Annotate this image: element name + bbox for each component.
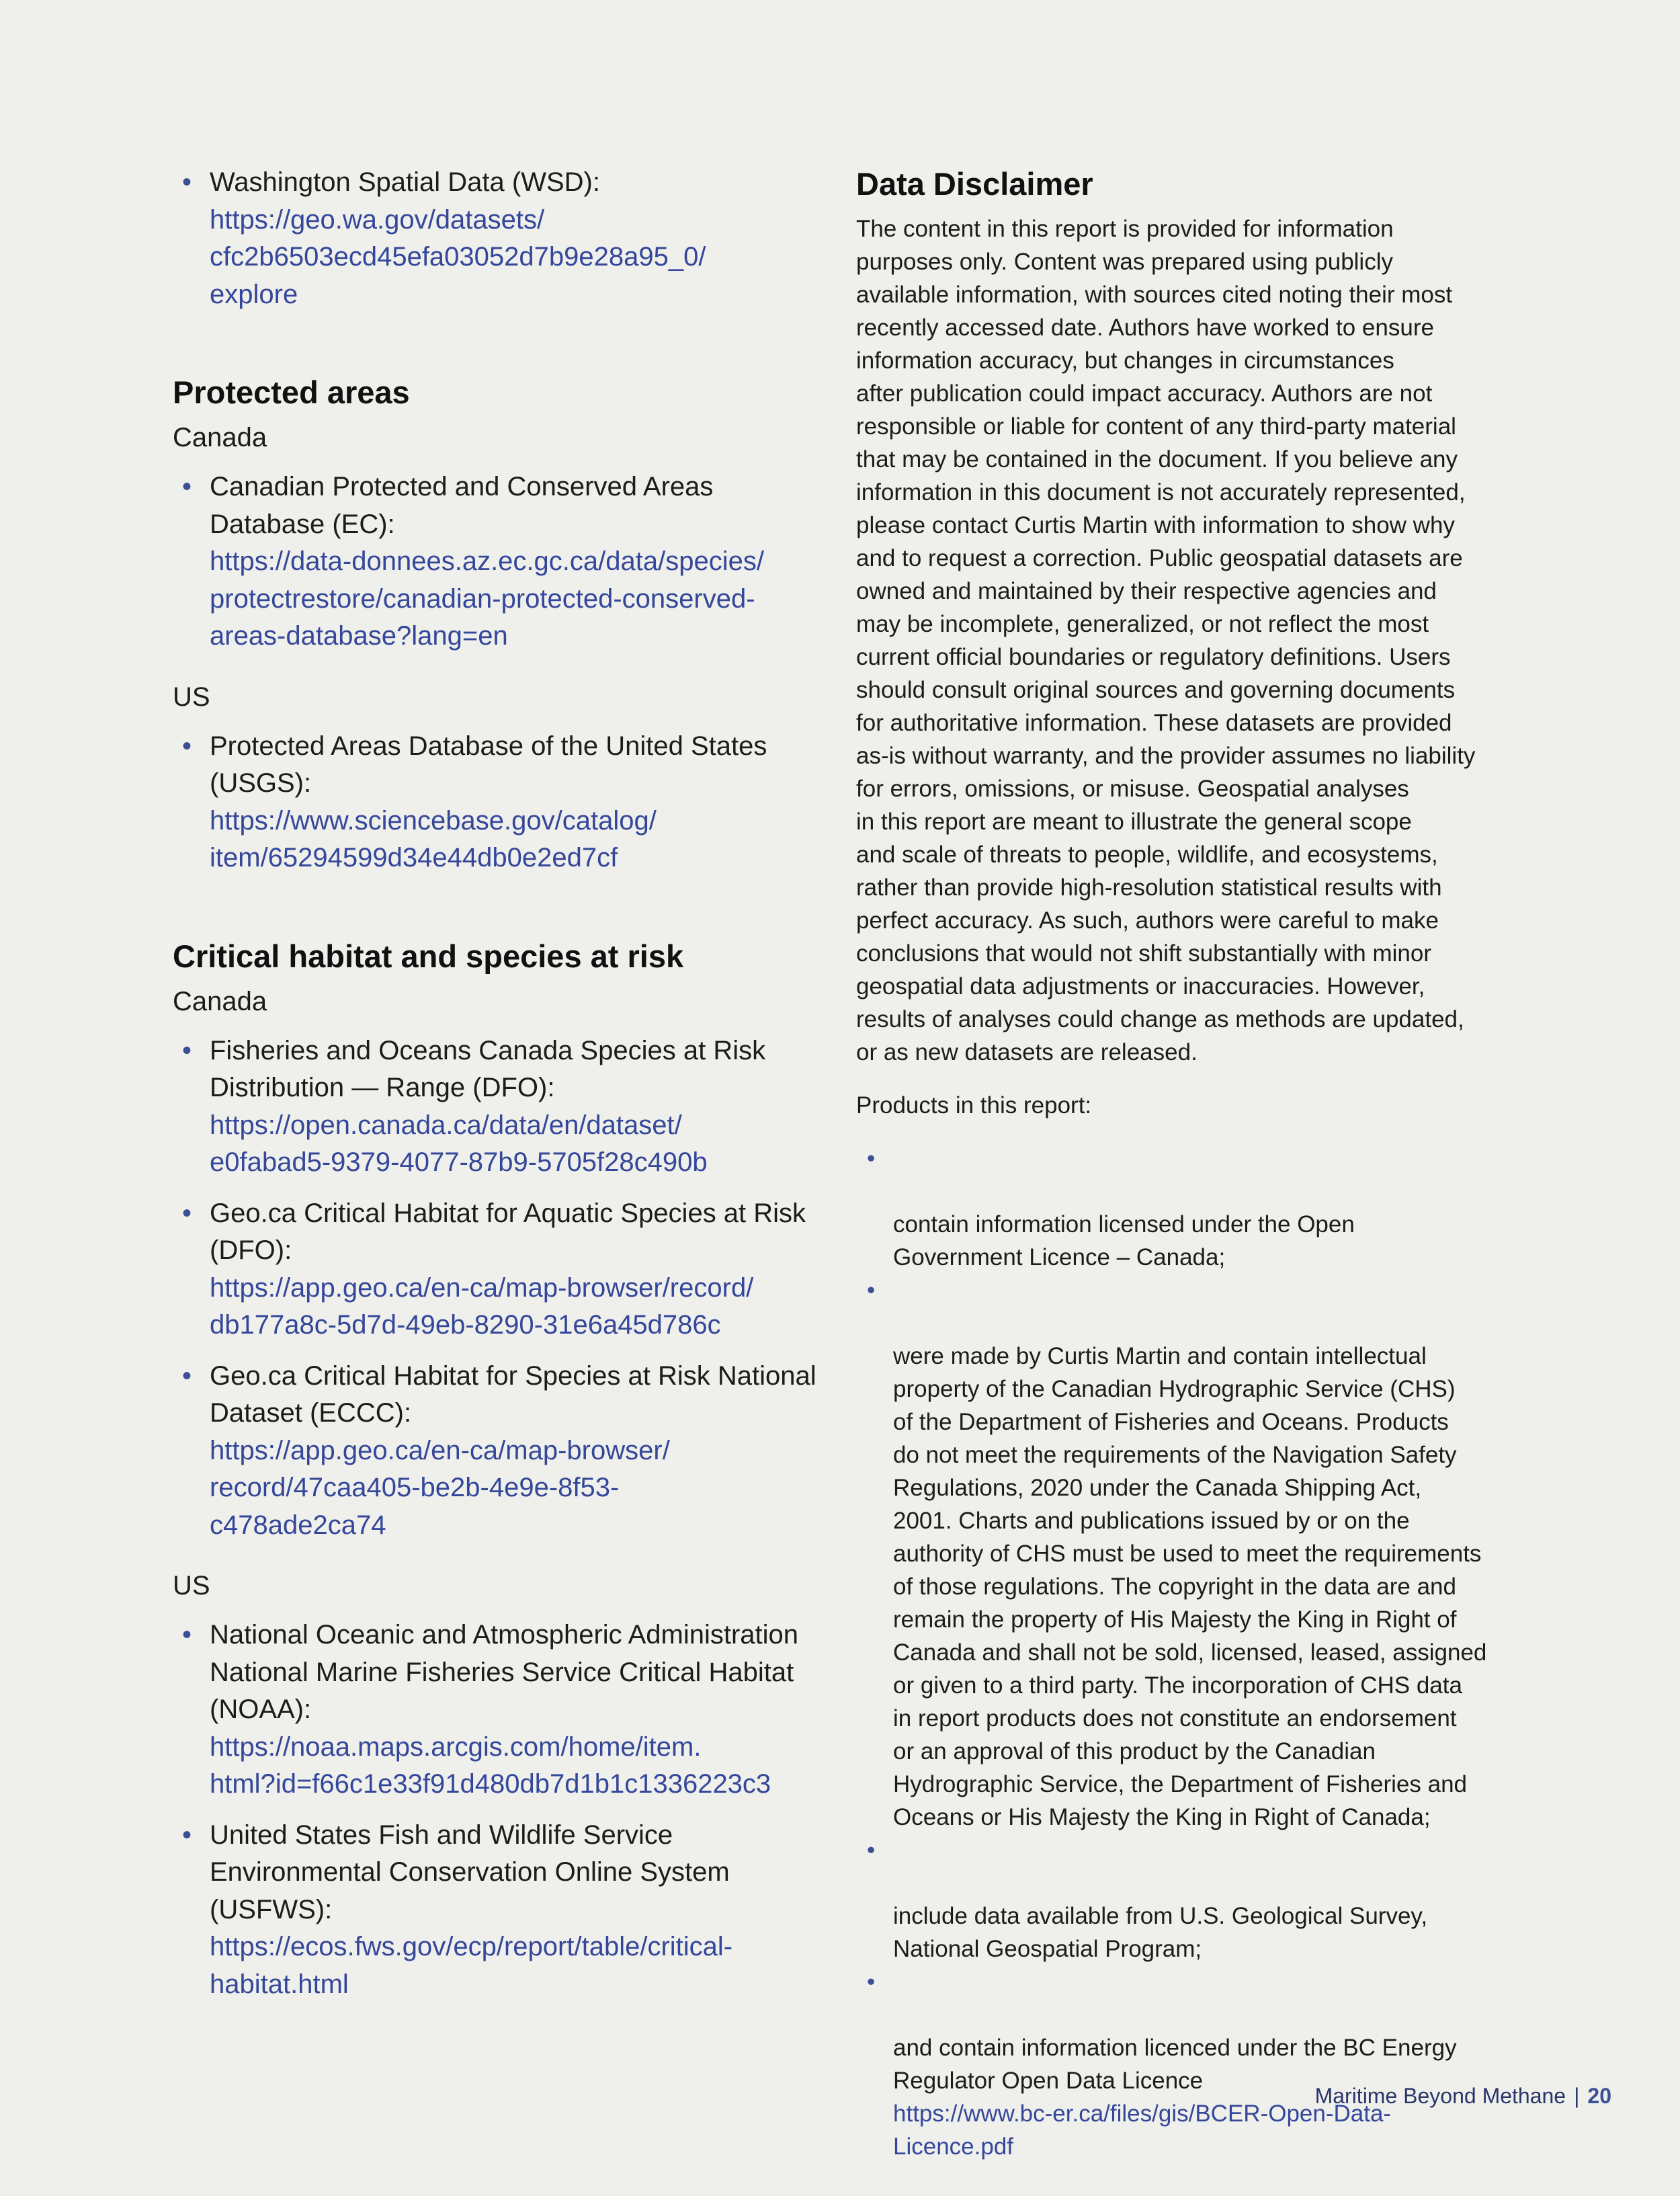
region-label-canada: Canada (173, 423, 267, 452)
bullet-icon: • (867, 1969, 876, 1995)
footer-title: Maritime Beyond Methane (1314, 2084, 1566, 2108)
page-footer (1315, 2082, 1611, 2109)
bullet-icon: • (182, 472, 192, 501)
bcer-licence-link[interactable]: https://www.bc-er.ca/files/gis/BCER-Open-Data- Licence.pdf (893, 2101, 1392, 2160)
item-label: Washington Spatial Data (WSD): (210, 167, 600, 197)
dfo-range-link[interactable]: https://open.canada.ca/data/en/dataset/ e0fabad5-9379-4077-87b9-5705f28c490b (210, 1110, 708, 1177)
bullet-icon: • (182, 731, 192, 761)
bullet-icon: • (182, 1035, 192, 1065)
list-item-padus (173, 728, 831, 877)
disclaimer-paragraph: The content in this report is provided for information purposes only. Content was prepared using publicly available information, with sources cited noting their most recently accessed date. Authors have worked to ensure information accuracy, but changes in circumstances after publication could impact accuracy. Authors are not responsible or liable for content of any third-party material that may be contained in the document. If you believe any information in this document is not accurately represented, please contact Curtis Martin with information to show why and to request a correction. Public geospatial datasets are owned and maintained by their respective agencies and may be incomplete, generalized, or not reflect the most current official boundaries or regulatory definitions. Users should consult original sources and governing documents for authoritative information. These datasets are provided as-is without warranty, and the provider assumes no liability for errors, omissions, or misuse. Geospatial analyses in this report are meant to illustrate the general scope and scale of threats to people, wildlife, and ecosystems, rather than provide high-resolution statistical results with perfect accuracy. As such, authors were careful to make conclusions that would not shift substantially with minor geospatial data adjustments or inaccuracies. However, results of analyses could change as methods are updated, or as new datasets are released. (856, 216, 1476, 1065)
bullet-icon: • (182, 167, 192, 197)
usfws-link[interactable]: https://ecos.fws.gov/ecp/report/table/critical- habitat.html (210, 1932, 733, 1999)
products-list-item (856, 1834, 1511, 1965)
left-column (173, 164, 831, 2003)
item-label: United States Fish and Wildlife Service Environmental Conservation Online System (USFWS): (210, 1820, 730, 1924)
bullet-icon: • (182, 1620, 192, 1650)
item-label: Fisheries and Oceans Canada Species at Risk Distribution — Range (DFO): (210, 1035, 766, 1102)
item-text: and contain information licenced under the BC Energy Regulator Open Data Licence (893, 2035, 1457, 2094)
products-list-item (856, 1142, 1511, 1274)
list-item-wsd (173, 164, 831, 313)
list-item-noaa (173, 1617, 831, 1803)
item-text: were made by Curtis Martin and contain intellectual property of the Canadian Hydrographic Service (CHS) of the Department of Fisheries and Oceans. Products do not meet the requirements of the Navigation Safety Regulations, 2020 under the Canada Shipping Act, 2001. Charts and publications issued by or on the authority of CHS must be used to meet the requirements of those regulations. The copyright in the data are and remain the property of His Majesty the King in Right of Canada and shall not be sold, licensed, leased, assigned or given to a third party. The incorporation of CHS data in report products does not constitute an endorsement or an approval of this product by the Canadian Hydrographic Service, the Department of Fisheries and Oceans or His Majesty the King in Right of Canada; (893, 1343, 1487, 1830)
region-label-us: US (173, 682, 210, 712)
bullet-icon: • (182, 1820, 192, 1850)
padus-link[interactable]: https://www.sciencebase.gov/catalog/ item/65294599d34e44db0e2ed7cf (210, 805, 657, 872)
list-item-cpcad (173, 469, 831, 655)
list-item-dfo-range (173, 1032, 831, 1182)
right-column (856, 164, 1511, 2196)
item-label: Geo.ca Critical Habitat for Species at Risk National Dataset (ECCC): (210, 1360, 816, 1428)
page-number: 20 (1587, 2084, 1611, 2108)
region-label-us: US (173, 1571, 210, 1600)
bullet-icon: • (867, 1837, 876, 1863)
section-heading-protected-areas: Protected areas (173, 374, 410, 410)
footer-separator: | (1574, 2084, 1580, 2108)
list-item-aquatic-habitat (173, 1195, 831, 1344)
section-heading-critical-habitat: Critical habitat and species at risk (173, 938, 684, 974)
item-label: National Oceanic and Atmospheric Administration National Marine Fisheries Service Critical Habitat (NOAA): (210, 1620, 799, 1724)
item-text: contain information licensed under the Open Government Licence – Canada; (893, 1211, 1355, 1270)
wsd-link[interactable]: https://geo.wa.gov/datasets/ cfc2b6503ecd45efa03052d7b9e28a95_0/ explore (210, 204, 706, 309)
list-item-eccc-habitat (173, 1358, 831, 1545)
item-label: Protected Areas Database of the United States (USGS): (210, 731, 767, 798)
eccc-habitat-link[interactable]: https://app.geo.ca/en-ca/map-browser/ record/47caa405-be2b-4e9e-8f53- c478ade2ca74 (210, 1435, 670, 1540)
noaa-link[interactable]: https://noaa.maps.arcgis.com/home/item. html?id=f66c1e33f91d480db7d1b1c1336223c3 (210, 1732, 771, 1799)
region-label-canada: Canada (173, 986, 267, 1016)
item-label: Geo.ca Critical Habitat for Aquatic Species at Risk (DFO): (210, 1198, 806, 1265)
bullet-icon: • (182, 1198, 192, 1228)
products-list (856, 1142, 1511, 2196)
bullet-icon: • (182, 1360, 192, 1391)
data-disclaimer-heading: Data Disclaimer (856, 166, 1093, 202)
aquatic-habitat-link[interactable]: https://app.geo.ca/en-ca/map-browser/record/ db177a8c-5d7d-49eb-8290-31e6a45d786c (210, 1272, 754, 1340)
bullet-icon: • (867, 1277, 876, 1303)
bullet-icon: • (867, 1145, 876, 1172)
products-label: Products in this report: (856, 1092, 1092, 1119)
products-list-item (856, 1274, 1511, 1834)
cpcad-link[interactable]: https://data-donnees.az.ec.gc.ca/data/species/ protectrestore/canadian-protected-conserved- areas-database?lang=en (210, 546, 764, 651)
list-item-usfws (173, 1817, 831, 2004)
item-label: Canadian Protected and Conserved Areas Database (EC): (210, 472, 714, 539)
item-text: include data available from U.S. Geological Survey, National Geospatial Program; (893, 1903, 1428, 1962)
products-list-item (856, 1965, 1511, 2196)
